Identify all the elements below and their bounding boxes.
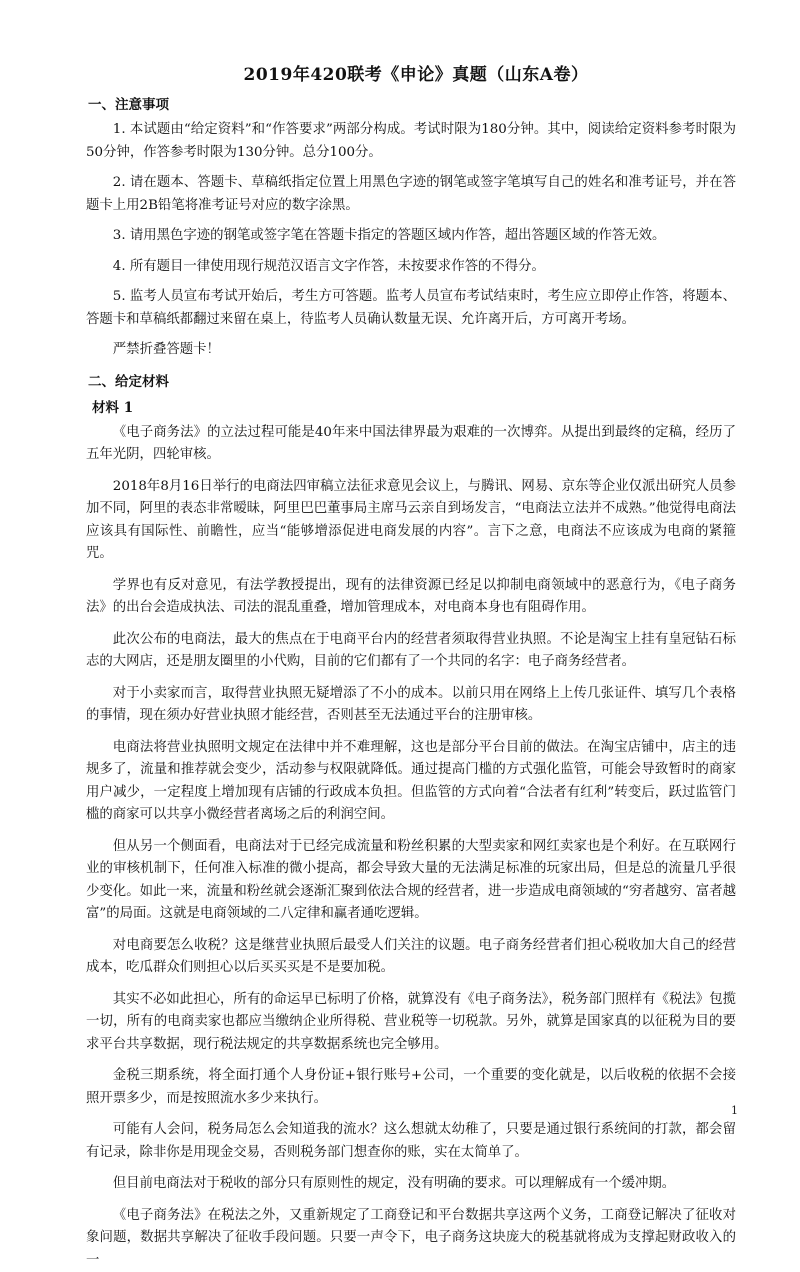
material-body	[86, 422, 736, 1272]
paragraph: 但从另一个侧面看，电商法对于已经完成流量和粉丝积累的大型卖家和网红卖家也是个利好。在互联网行业的审核机制下，任何准入标准的微小提高，都会导致大量的无法满足标准的玩家出局，但是总的流量几乎很少变化。如此一来，流量和粉丝就会逐渐汇聚到依法合规的经营者，进一步造成电商领域的“穷者越穷、富者越富”的局面。这就是电商领域的二八定律和赢者通吃逻辑。	[86, 836, 736, 926]
notice-item: 4. 所有题目一律使用现行规范汉语言文字作答，未按要求作答的不得分。	[86, 256, 736, 279]
paragraph: 《电子商务法》在税法之外，又重新规定了工商登记和平台数据共享这两个义务，工商登记解决了征收对象问题，数据共享解决了征收手段问题。只要一声令下，电子商务这块庞大的税基就将成为支撑起财政收入的一	[86, 1205, 736, 1272]
notice-item: 1. 本试题由“给定资料”和“作答要求”两部分构成。考试时限为180分钟。其中，阅读给定资料参考时限为50分钟，作答参考时限为130分钟。总分100分。	[86, 119, 736, 164]
paragraph: 2018年8月16日举行的电商法四审稿立法征求意见会议上，与腾讯、网易、京东等企业仅派出研究人员参加不同，阿里的表态非常暧昧，阿里巴巴董事局主席马云亲自到场发言，“电商法立法并不成熟。”他觉得电商法应该具有国际性、前瞻性，应当“能够增添促进电商发展的内容”。言下之意，电商法不应该成为电商的紧箍咒。	[86, 476, 736, 566]
paragraph: 可能有人会问，税务局怎么会知道我的流水？这么想就太幼稚了，只要是通过银行系统间的打款，都会留有记录，除非你是用现金交易，否则税务部门想查你的账，实在太简单了。	[86, 1119, 736, 1164]
page-number: 1	[731, 1104, 738, 1117]
paragraph: 《电子商务法》的立法过程可能是40年来中国法律界最为艰难的一次博弈。从提出到最终的定稿，经历了五年光阴，四轮审核。	[86, 422, 736, 467]
paragraph: 电商法将营业执照明文规定在法律中并不难理解，这也是部分平台目前的做法。在淘宝店铺中，店主的违规多了，流量和推荐就会变少，活动参与权限就降低。通过提高门槛的方式强化监管，可能会导致暂时的商家用户减少，一定程度上增加现有店铺的行政成本负担。但监管的方式向着“合法者有红利”转变后，跃过监管门槛的商家可以共享小微经营者离场之后的利润空间。	[86, 737, 736, 827]
paragraph: 此次公布的电商法，最大的焦点在于电商平台内的经营者须取得营业执照。不论是淘宝上挂有皇冠钻石标志的大网店，还是朋友圈里的小代购，目前的它们都有了一个共同的名字：电子商务经营者。	[86, 629, 736, 674]
section-heading-notices: 一、注意事项	[86, 93, 736, 113]
material-heading: 材料 1	[86, 396, 736, 416]
section-heading-materials: 二、给定材料	[86, 370, 736, 390]
notice-item: 2. 请在题本、答题卡、草稿纸指定位置上用黑色字迹的钢笔或签字笔填写自己的姓名和准考证号，并在答题卡上用2B铅笔将准考证号对应的数字涂黑。	[86, 172, 736, 217]
paragraph: 对电商要怎么收税？这是继营业执照后最受人们关注的议题。电子商务经营者们担心税收加大自己的经营成本，吃瓜群众们则担心以后买买买是不是要加税。	[86, 935, 736, 980]
notice-item: 5. 监考人员宣布考试开始后，考生方可答题。监考人员宣布考试结束时，考生应立即停止作答，将题本、答题卡和草稿纸都翻过来留在桌上，待监考人员确认数量无误、允许离开后，方可离开考场。	[86, 286, 736, 331]
document-title: 2019年420联考《申论》真题（山东A卷）	[86, 60, 736, 85]
paragraph: 其实不必如此担心，所有的命运早已标明了价格，就算没有《电子商务法》，税务部门照样有《税法》包揽一切，所有的电商卖家也都应当缴纳企业所得税、营业税等一切税款。另外，就算是国家真的以征税为目的要求平台共享数据，现行税法规定的共享数据系统也完全够用。	[86, 989, 736, 1057]
paragraph: 金税三期系统，将全面打通个人身份证+银行账号+公司，一个重要的变化就是，以后收税的依据不会接照开票多少，而是按照流水多少来执行。	[86, 1065, 736, 1110]
notice-warning: 严禁折叠答题卡！	[86, 339, 736, 362]
paragraph: 学界也有反对意见，有法学教授提出，现有的法律资源已经足以抑制电商领域中的恶意行为，《电子商务法》的出台会造成执法、司法的混乱重叠，增加管理成本，对电商本身也有阻碍作用。	[86, 575, 736, 620]
notice-item: 3. 请用黑色字迹的钢笔或签字笔在答题卡指定的答题区域内作答，超出答题区域的作答无效。	[86, 225, 736, 248]
paragraph: 对于小卖家而言，取得营业执照无疑增添了不小的成本。以前只用在网络上上传几张证件、填写几个表格的事情，现在须办好营业执照才能经营，否则甚至无法通过平台的注册审核。	[86, 683, 736, 728]
paragraph: 但目前电商法对于税收的部分只有原则性的规定，没有明确的要求。可以理解成有一个缓冲期。	[86, 1173, 736, 1196]
notice-list	[86, 119, 736, 362]
